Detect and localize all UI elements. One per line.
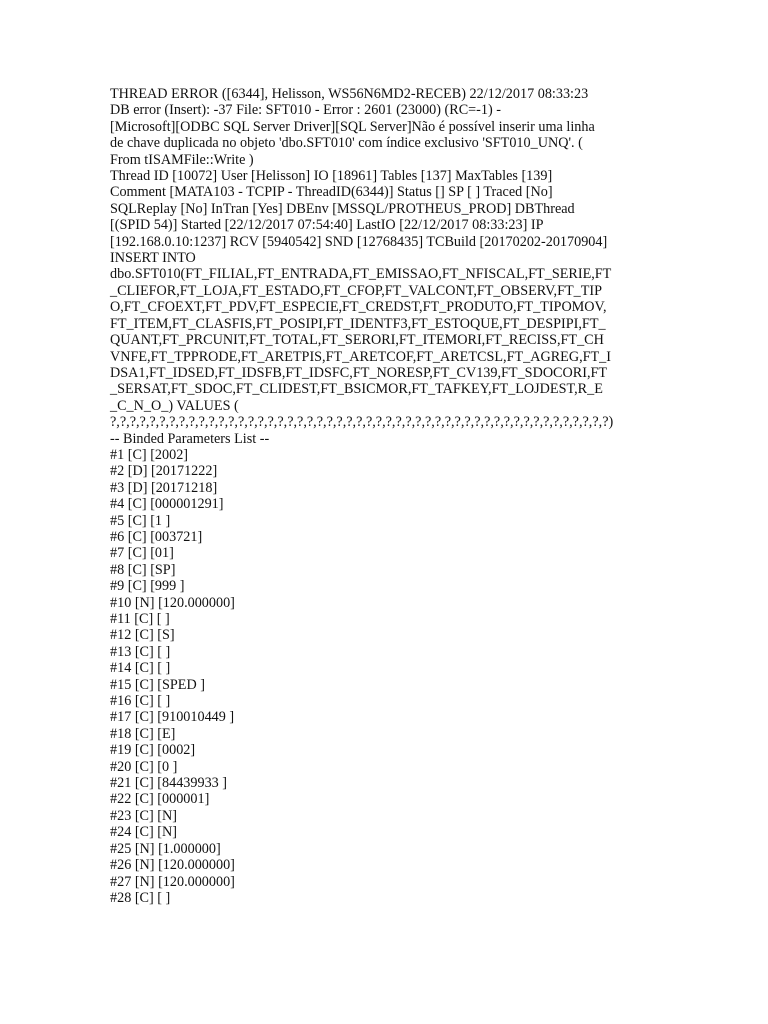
log-text-line: QUANT,FT_PRCUNIT,FT_TOTAL,FT_SERORI,FT_ITEMORI,FT_RECISS,FT_CH xyxy=(110,332,604,349)
log-text-line: _SERSAT,FT_SDOC,FT_CLIDEST,FT_BSICMOR,FT_TAFKEY,FT_LOJDEST,R_E xyxy=(110,381,603,398)
parameter-line: #19 [C] [0002] xyxy=(110,742,196,759)
log-text-line: THREAD ERROR ([6344], Helisson, WS56N6MD2-RECEB) 22/12/2017 08:33:23 xyxy=(110,86,589,102)
parameter-line: #9 [C] [999 ] xyxy=(110,578,185,595)
parameter-line: #26 [N] [120.000000] xyxy=(110,857,235,874)
parameter-line: #5 [C] [1 ] xyxy=(110,512,171,529)
parameter-line: #27 [N] [120.000000] xyxy=(110,873,235,890)
binded-parameters-list xyxy=(110,447,670,906)
document-page xyxy=(110,86,670,906)
log-text-line: From tISAMFile::Write ) xyxy=(110,151,254,168)
parameter-line: #11 [C] [ ] xyxy=(110,611,170,627)
parameter-line: #22 [C] [000001] xyxy=(110,791,210,808)
parameter-line: #7 [C] [01] xyxy=(110,545,174,562)
log-text-line: _CLIEFOR,FT_LOJA,FT_ESTADO,FT_CFOP,FT_VALCONT,FT_OBSERV,FT_TIP xyxy=(110,282,602,299)
parameter-line: #23 [C] [N] xyxy=(110,807,177,824)
log-text-line: Thread ID [10072] User [Helisson] IO [18961] Tables [137] MaxTables [139] xyxy=(110,168,553,185)
parameter-line: #8 [C] [SP] xyxy=(110,561,176,578)
parameter-line: #10 [N] [120.000000] xyxy=(110,594,235,611)
log-text-line: [192.168.0.10:1237] RCV [5940542] SND [12768435] TCBuild [20170202-20170904] xyxy=(110,233,608,250)
parameter-line: #20 [C] [0 ] xyxy=(110,758,178,775)
log-text-line: DB error (Insert): -37 File: SFT010 - Error : 2601 (23000) (RC=-1) - xyxy=(110,102,501,119)
parameter-line: #18 [C] [E] xyxy=(110,725,176,742)
parameter-line: #3 [D] [20171218] xyxy=(110,479,218,496)
log-text-line: _C_N_O_) VALUES ( xyxy=(110,397,239,414)
parameter-line: #28 [C] [ ] xyxy=(110,889,171,906)
log-text-line: dbo.SFT010(FT_FILIAL,FT_ENTRADA,FT_EMISSAO,FT_NFISCAL,FT_SERIE,FT xyxy=(110,266,612,283)
log-text-line: [(SPID 54)] Started [22/12/2017 07:54:40] LastIO [22/12/2017 08:33:23] IP xyxy=(110,217,544,234)
parameter-line: #24 [C] [N] xyxy=(110,824,177,841)
parameter-line: #21 [C] [84439933 ] xyxy=(110,775,228,792)
log-text-line: VNFE,FT_TPPRODE,FT_ARETPIS,FT_ARETCOF,FT_ARETCSL,FT_AGREG,FT_I xyxy=(110,348,612,365)
parameter-line: #17 [C] [910010449 ] xyxy=(110,709,235,726)
log-text-line: SQLReplay [No] InTran [Yes] DBEnv [MSSQL/PROTHEUS_PROD] DBThread xyxy=(110,200,575,217)
log-text-line: -- Binded Parameters List -- xyxy=(110,430,270,447)
parameter-line: #6 [C] [003721] xyxy=(110,528,203,545)
log-text-line: [Microsoft][ODBC SQL Server Driver][SQL Server]Não é possível inserir uma linha xyxy=(110,118,595,135)
parameter-line: #14 [C] [ ] xyxy=(110,660,171,677)
parameter-line: #2 [D] [20171222] xyxy=(110,463,218,480)
parameter-line: #4 [C] [000001291] xyxy=(110,496,224,513)
log-text-line: FT_ITEM,FT_CLASFIS,FT_POSIPI,FT_IDENTF3,FT_ESTOQUE,FT_DESPIPI,FT_ xyxy=(110,315,606,332)
parameter-line: #16 [C] [ ] xyxy=(110,693,171,710)
log-text-line: Comment [MATA103 - TCPIP - ThreadID(6344)] Status [] SP [ ] Traced [No] xyxy=(110,184,553,201)
log-text-line: de chave duplicada no objeto 'dbo.SFT010' com índice exclusivo 'SFT010_UNQ'. ( xyxy=(110,135,583,152)
error-log-header xyxy=(110,86,670,447)
log-text-line: ?,?,?,?,?,?,?,?,?,?,?,?,?,?,?,?,?,?,?,?,?,?,?,?,?,?,?,?,?,?,?,?,?,?,?,?,?,?,?,?,?,?,?,?,?,?,?,?,?,?,?) xyxy=(110,414,614,431)
log-text-line: INSERT INTO xyxy=(110,250,196,267)
parameter-line: #13 [C] [ ] xyxy=(110,643,171,660)
parameter-line: #1 [C] [2002] xyxy=(110,446,189,463)
log-text-line: DSA1,FT_IDSED,FT_IDSFB,FT_IDSFC,FT_NORESP,FT_CV139,FT_SDOCORI,FT xyxy=(110,364,608,381)
parameter-line: #12 [C] [S] xyxy=(110,627,175,644)
parameter-line: #15 [C] [SPED ] xyxy=(110,676,205,693)
log-text-line: O,FT_CFOEXT,FT_PDV,FT_ESPECIE,FT_CREDST,FT_PRODUTO,FT_TIPOMOV, xyxy=(110,299,607,316)
parameter-line: #25 [N] [1.000000] xyxy=(110,840,221,857)
